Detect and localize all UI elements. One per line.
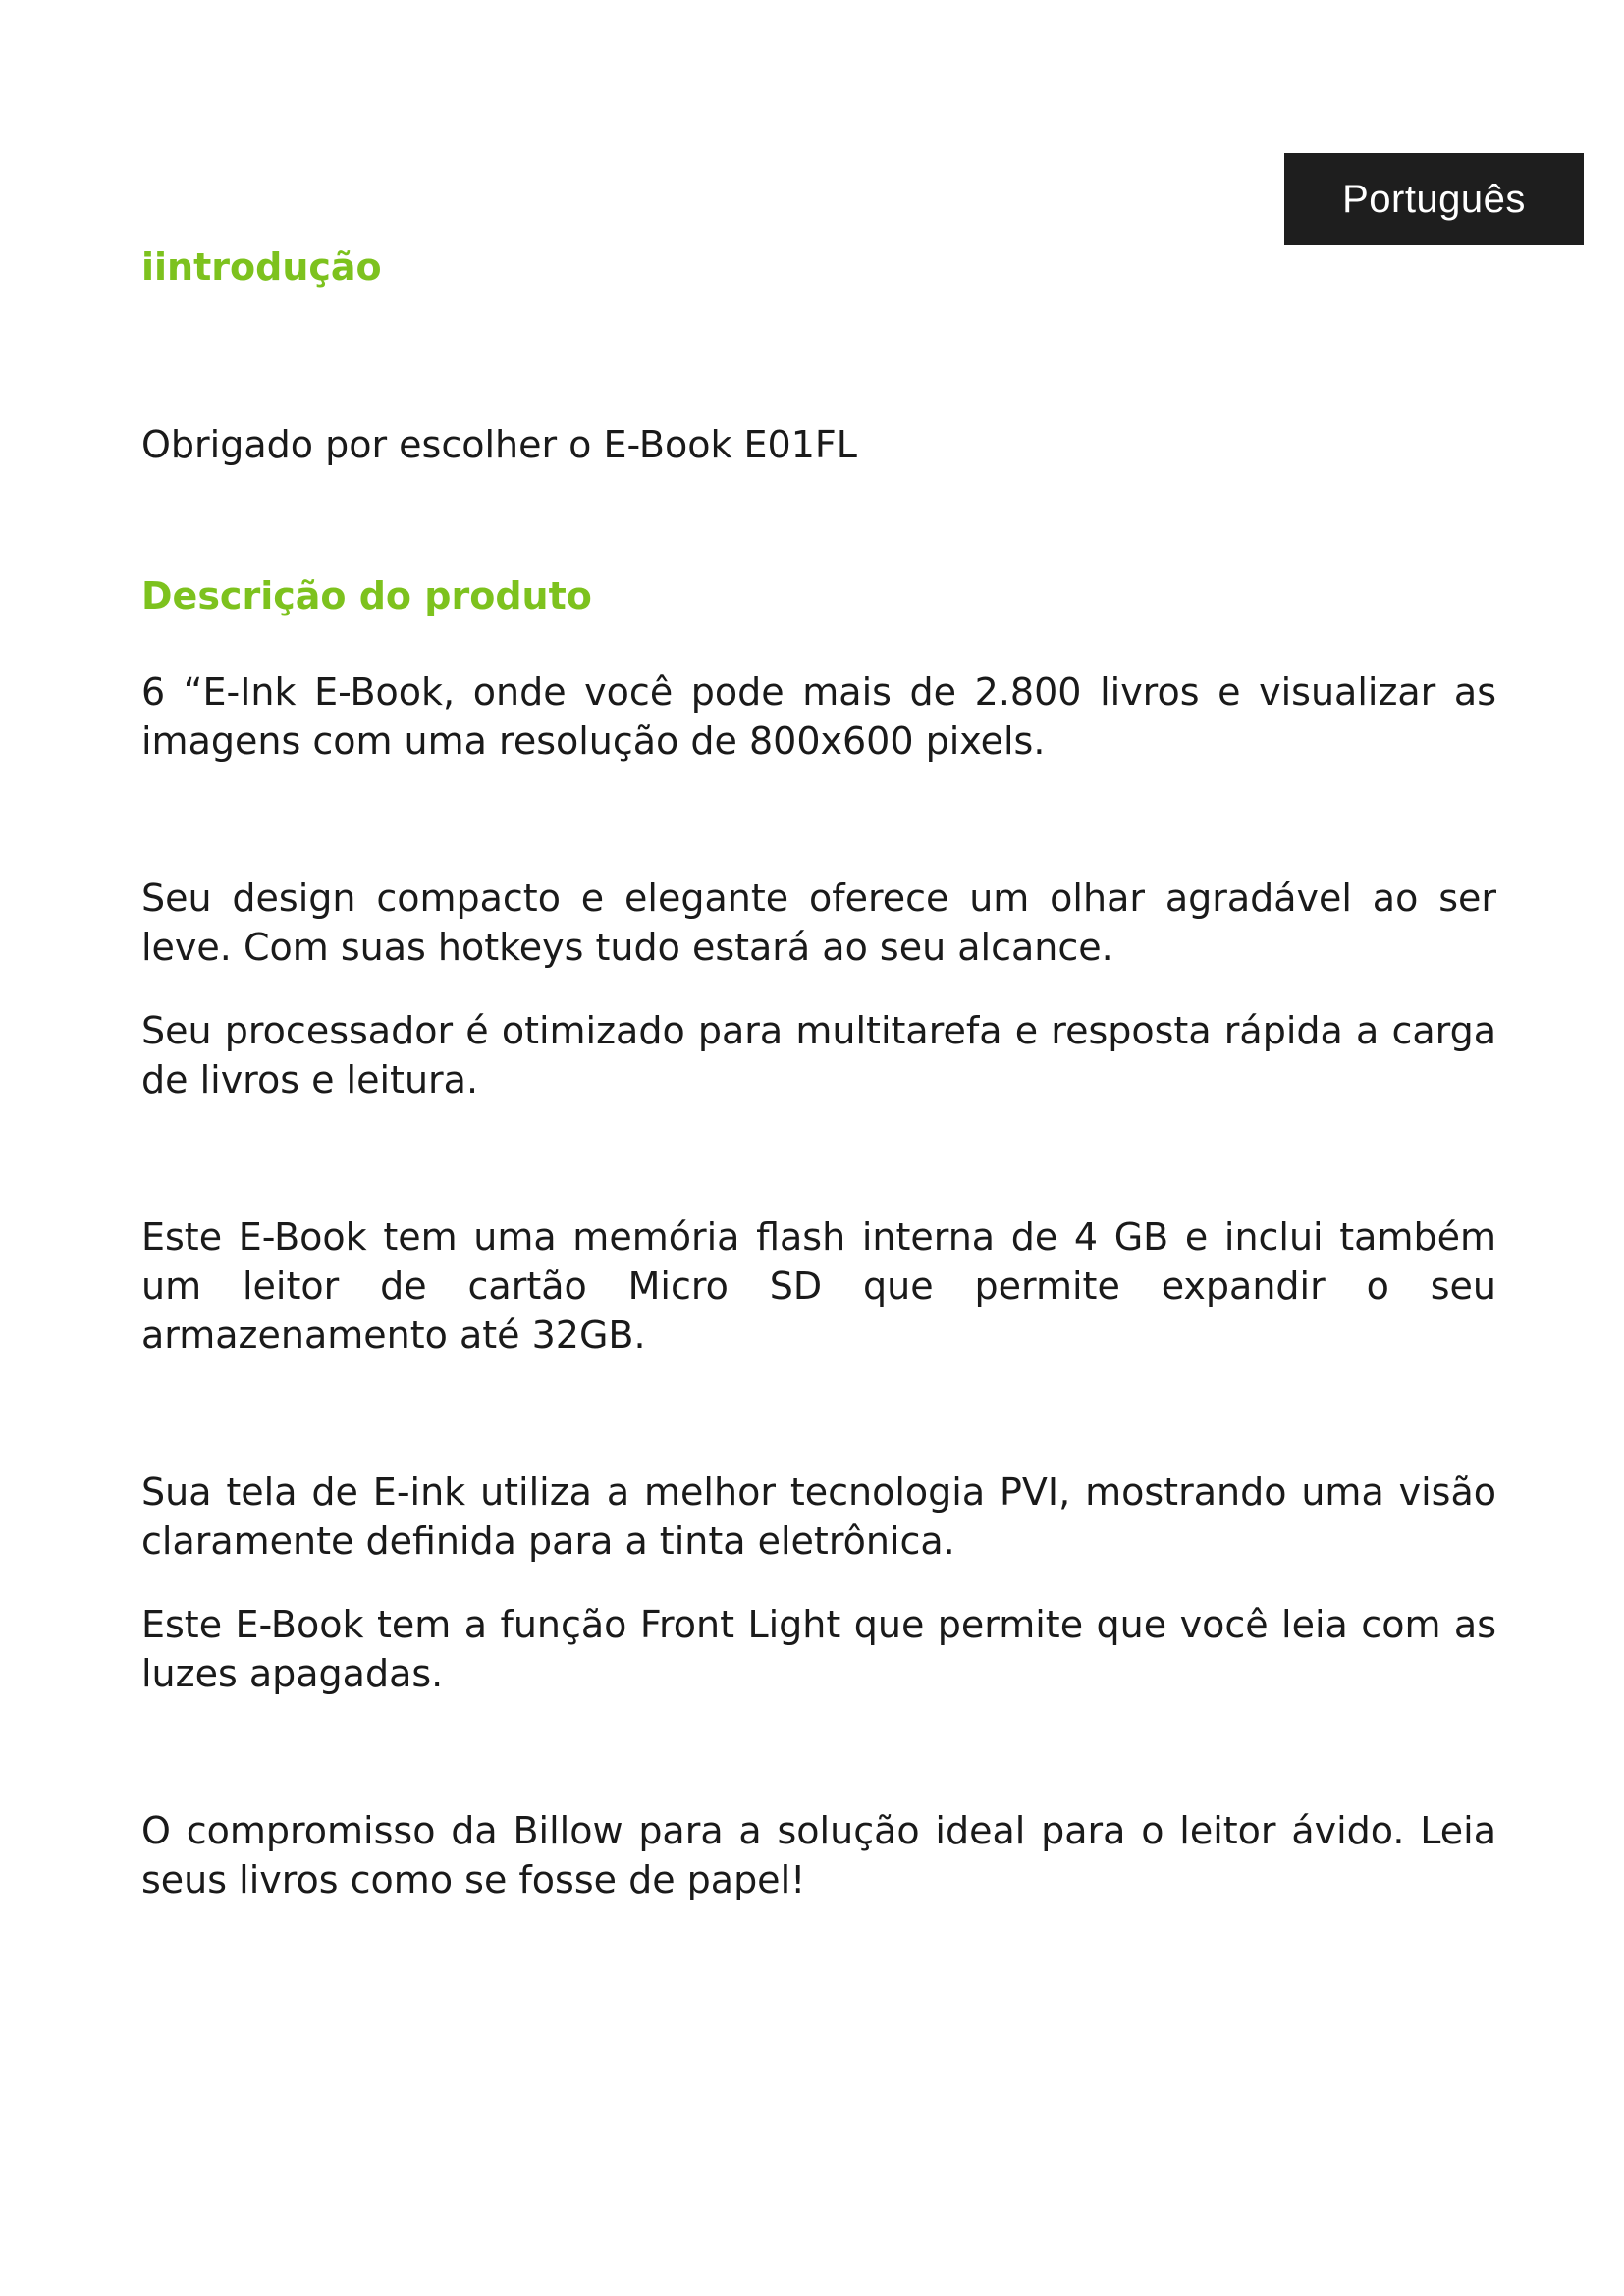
paragraph-processor: Seu processador é otimizado para multitarefa e resposta rápida a carga de livros e leitura. <box>141 1009 1496 1101</box>
product-description-heading: Descrição do produto <box>141 574 592 617</box>
paragraph-memory: Este E-Book tem uma memória flash interna de 4 GB e inclui também um leitor de cartão Micro SD que permite expandir o seu armazenamento até 32GB. <box>141 1215 1496 1357</box>
paragraph-front-light: Este E-Book tem a função Front Light que permite que você leia com as luzes apagadas. <box>141 1603 1496 1695</box>
paragraph-screen: Sua tela de E-ink utiliza a melhor tecnologia PVI, mostrando uma visão claramente definida para a tinta eletrônica. <box>141 1470 1496 1563</box>
thanks-text: Obrigado por escolher o E-Book E01FL <box>141 423 857 466</box>
paragraph-design: Seu design compacto e elegante oferece um olhar agradável ao ser leve. Com suas hotkeys tudo estará ao seu alcance. <box>141 877 1496 969</box>
intro-heading: iintrodução <box>141 245 382 289</box>
language-tab: Português <box>1284 153 1584 245</box>
paragraph-display: 6 “E-Ink E-Book, onde você pode mais de 2.800 livros e visualizar as imagens com uma resolução de 800x600 pixels. <box>141 670 1496 763</box>
paragraph-commitment: O compromisso da Billow para a solução ideal para o leitor ávido. Leia seus livros como se fosse de papel! <box>141 1809 1496 1901</box>
